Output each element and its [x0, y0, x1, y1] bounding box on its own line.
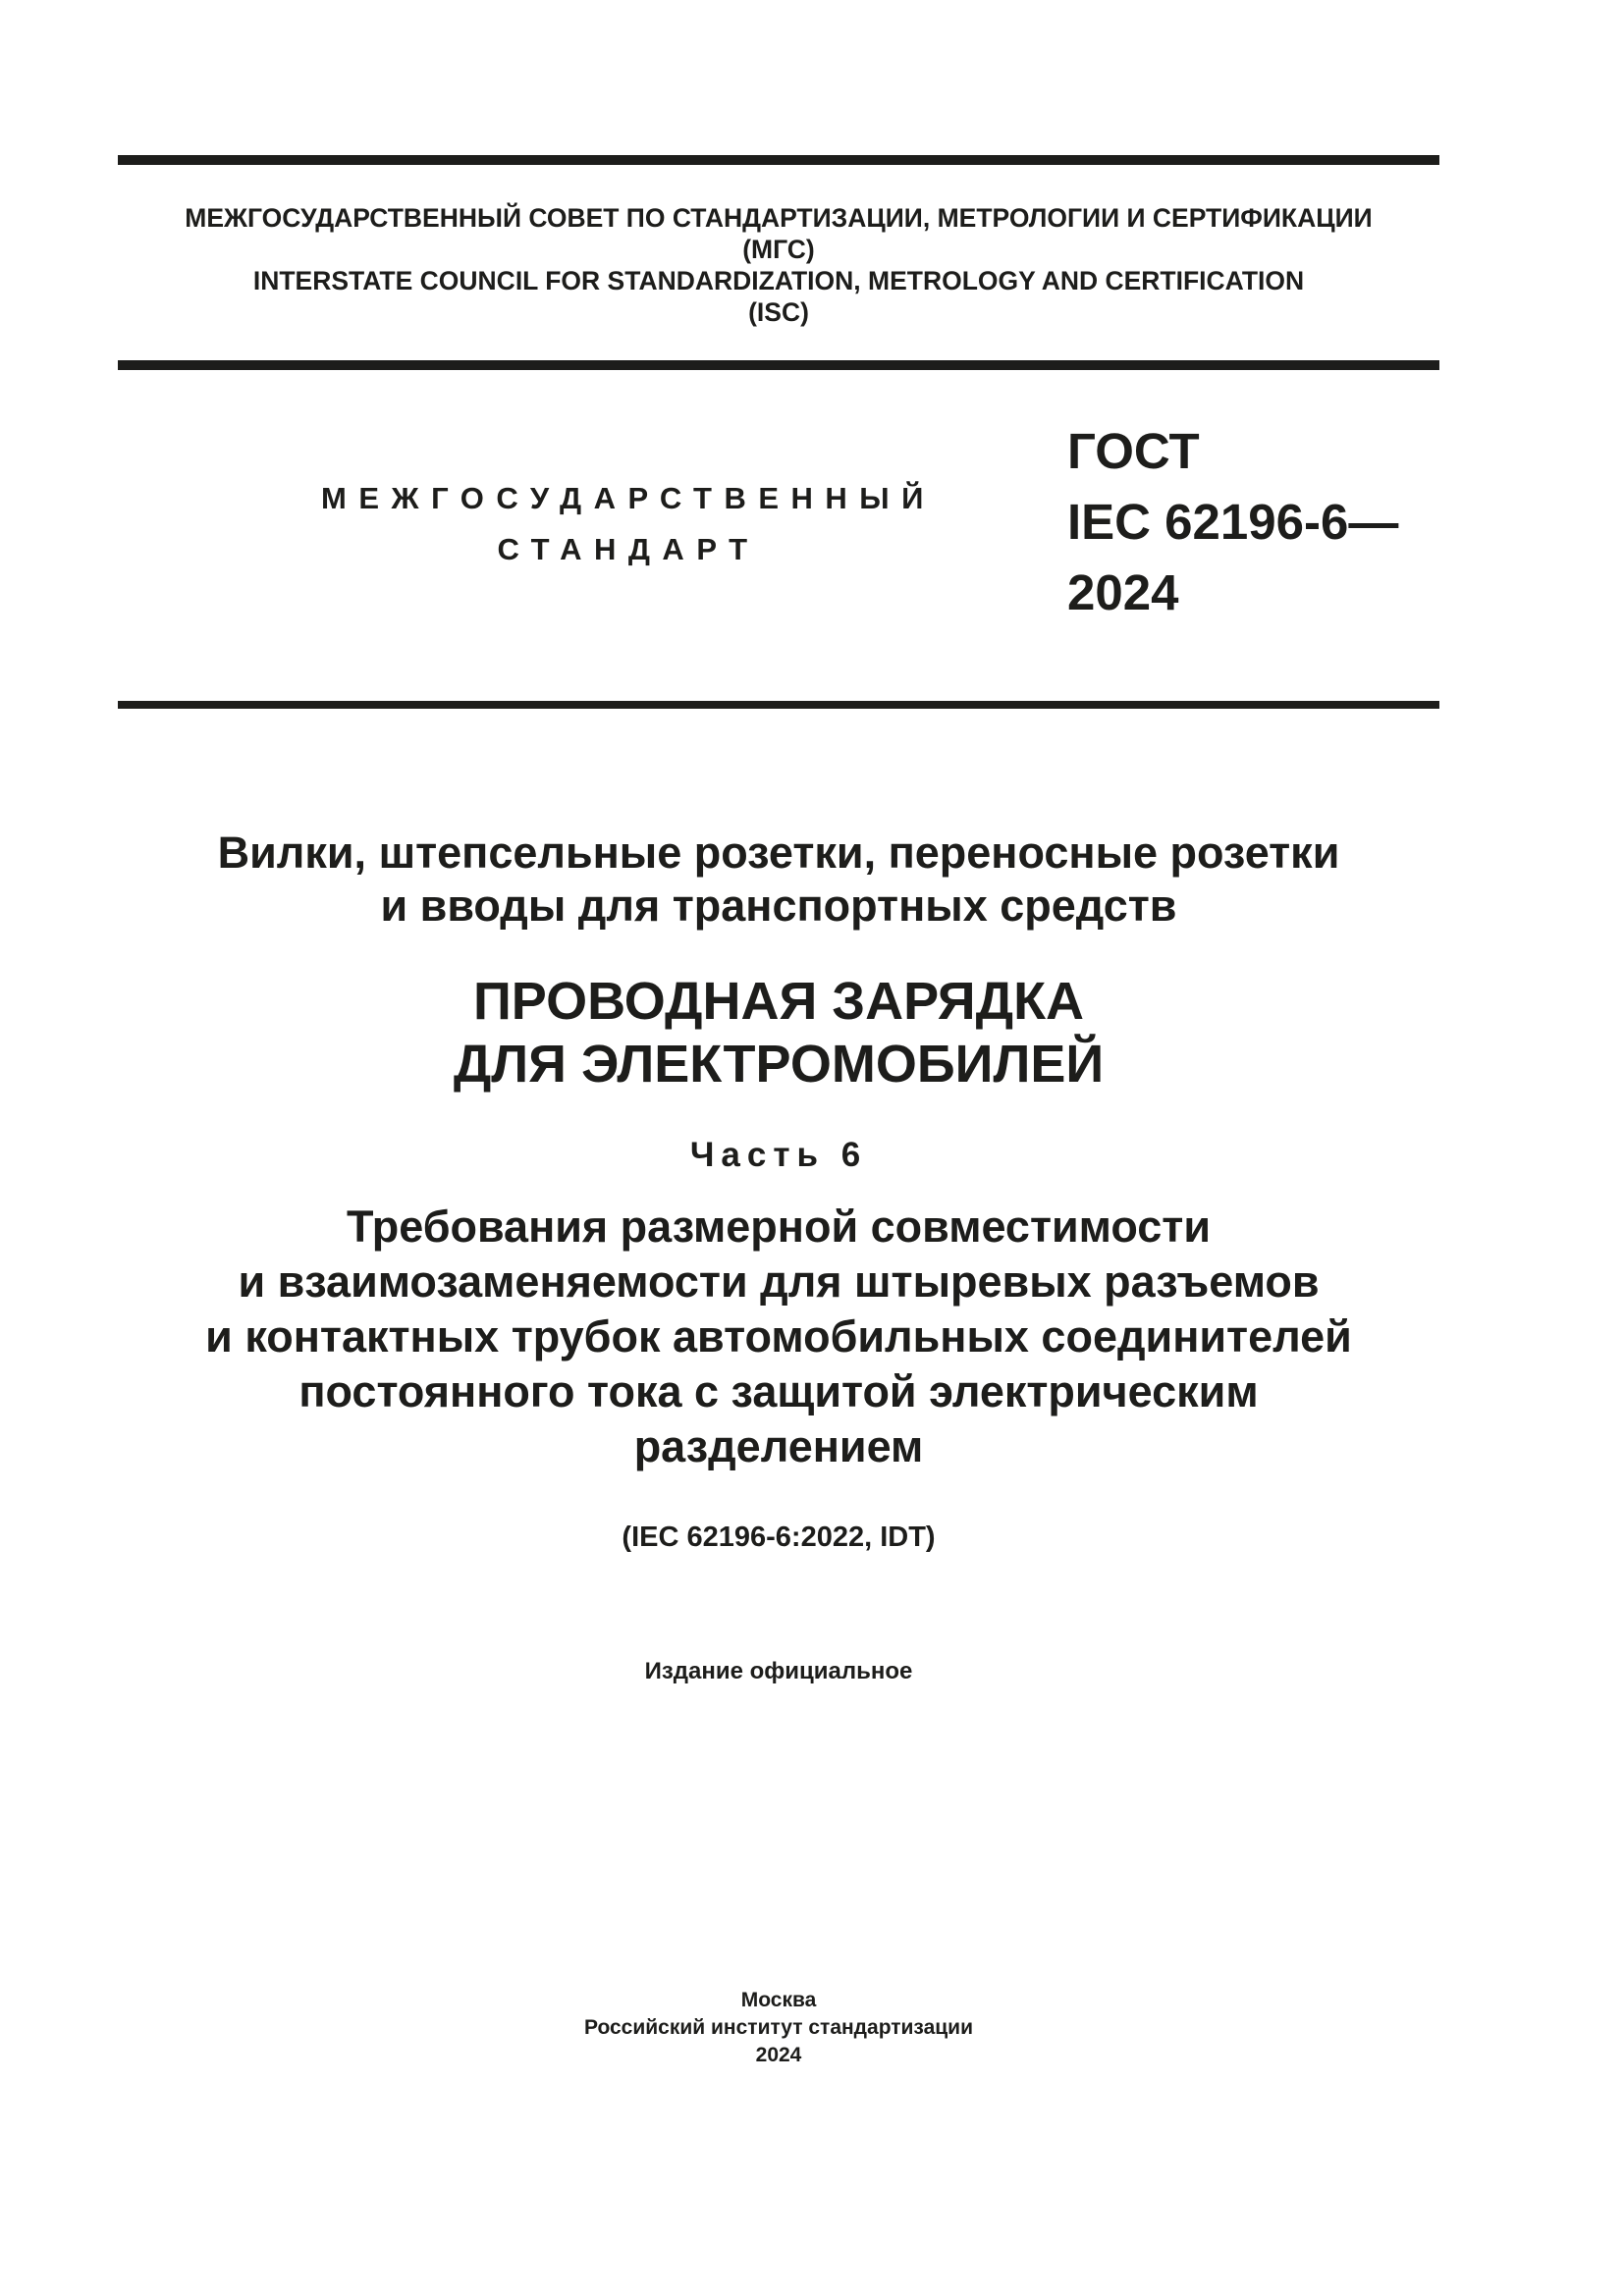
designation-line-2: IEC 62196-6—	[1067, 494, 1399, 550]
standard-designation	[1067, 416, 1398, 628]
part-title-line-1: Требования размерной совместимости	[347, 1201, 1211, 1252]
council-header	[118, 202, 1439, 328]
imprint-publisher: Российский институт стандартизации	[583, 2016, 974, 2039]
subtitle-line-1: Вилки, штепсельные розетки, переносные розетки	[217, 828, 1340, 878]
top-rule	[118, 155, 1439, 165]
designation-line-1: ГОСТ	[1067, 423, 1200, 479]
council-name-en: INTERSTATE COUNCIL FOR STANDARDIZATION, METROLOGY AND CERTIFICATION	[252, 266, 1305, 295]
edition-note: Издание официальное	[644, 1658, 913, 1684]
standard-kind-line-2: СТАНДАРТ	[497, 532, 760, 566]
council-name-ru: МЕЖГОСУДАРСТВЕННЫЙ СОВЕТ ПО СТАНДАРТИЗАЦИИ, МЕТРОЛОГИИ И СЕРТИФИКАЦИИ	[185, 203, 1373, 233]
imprint-year: 2024	[755, 2044, 802, 2066]
standard-kind-line-1: МЕЖГОСУДАРСТВЕННЫЙ	[321, 481, 936, 515]
document-subtitle	[118, 827, 1439, 933]
part-title-line-3: и контактных трубок автомобильных соединителей	[205, 1311, 1352, 1362]
designation-line-3: 2024	[1067, 564, 1179, 620]
imprint-city: Москва	[740, 1989, 817, 2011]
imprint	[118, 1987, 1439, 2069]
part-title-line-2: и взаимозаменяемости для штыревых разъемов	[238, 1256, 1320, 1307]
subtitle-line-2: и вводы для транспортных средств	[380, 881, 1177, 931]
part-number: Часть 6	[689, 1136, 868, 1174]
iec-reference: (IEC 62196-6:2022, IDT)	[622, 1522, 936, 1553]
part-title-line-5: разделением	[633, 1421, 924, 1471]
standard-kind	[295, 473, 962, 575]
main-title-line-1: ПРОВОДНАЯ ЗАРЯДКА	[472, 972, 1085, 1031]
council-abbr-en: (ISC)	[748, 297, 809, 327]
part-title-line-4: постоянного тока с защитой электрическим	[298, 1366, 1259, 1416]
main-title-line-2: ДЛЯ ЭЛЕКТРОМОБИЛЕЙ	[453, 1035, 1105, 1094]
document-main-title	[118, 970, 1439, 1095]
council-abbr-ru: (МГС)	[742, 235, 815, 264]
header-rule	[118, 360, 1439, 370]
part-title	[118, 1200, 1439, 1474]
designation-rule	[118, 701, 1439, 709]
